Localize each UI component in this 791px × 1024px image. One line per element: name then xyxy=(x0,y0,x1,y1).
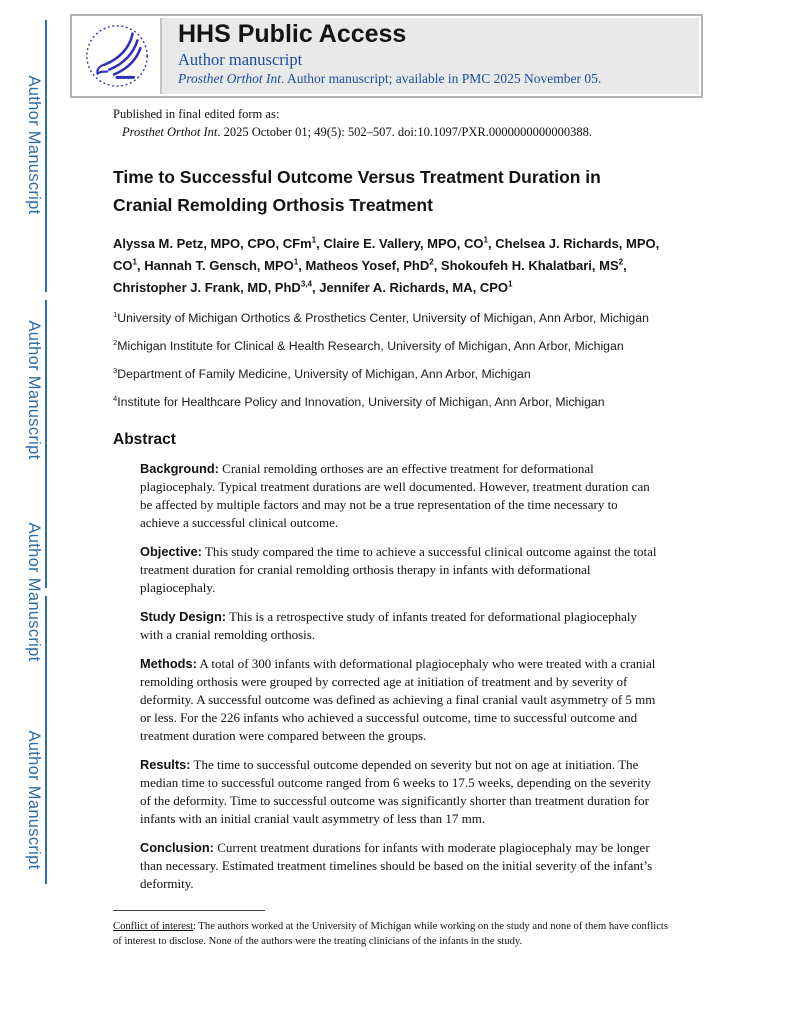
affiliation-text: Department of Family Medicine, University of Michigan, Ann Arbor, Michigan xyxy=(117,366,531,381)
affiliation-4 xyxy=(113,393,665,412)
affiliation-text: Institute for Healthcare Policy and Innovation, University of Michigan, Ann Arbor, Michigan xyxy=(117,394,605,409)
conflict-of-interest-text: : The authors worked at the University of Michigan while working on the study and none of them have conflicts of interest to disclose. None of the authors were the treating clinicians of the infants in the study. xyxy=(113,920,668,948)
hhs-public-access-title: HHS Public Access xyxy=(178,20,407,48)
hhs-logo xyxy=(74,18,162,94)
sidebar-watermark-author-manuscript: Author Manuscript xyxy=(25,320,43,460)
affiliation-3 xyxy=(113,365,665,384)
published-line: Published in final edited form as: xyxy=(113,107,280,121)
abstract-section-study-design xyxy=(140,608,657,644)
hhs-eagle-icon xyxy=(82,21,152,91)
affiliation-marker: 3 xyxy=(113,365,118,375)
sidebar-watermark-author-manuscript: Author Manuscript xyxy=(25,75,43,215)
sidebar-watermark-author-manuscript: Author Manuscript xyxy=(25,522,43,662)
author-manuscript-subtitle: Author manuscript xyxy=(178,49,303,69)
section-label: Background: xyxy=(140,460,219,476)
article-title: Time to Successful Outcome Versus Treatment Duration in Cranial Remolding Orthosis Treatment xyxy=(113,167,601,216)
footnote-separator-rule xyxy=(113,910,265,911)
section-label: Objective: xyxy=(140,543,202,559)
abstract-section-objective xyxy=(140,543,657,597)
abstract-section-background xyxy=(140,460,657,532)
affiliation-marker: 1 xyxy=(113,309,118,319)
published-as-block xyxy=(113,106,770,141)
sidebar-watermark-author-manuscript: Author Manuscript xyxy=(25,730,43,870)
section-label: Study Design: xyxy=(140,608,227,624)
affiliation-text: University of Michigan Orthotics & Prosthetics Center, University of Michigan, Ann Arbor, Michigan xyxy=(117,310,649,325)
section-text: A total of 300 infants with deformational plagiocephaly who were treated with a cranial remolding orthosis were grouped by corrected age at initiation of treatment and by severity of deformity. A successful outcome was defined as achieving a final cranial vault asymmetry of 5 mm or less. For the 226 infants who achieved a successful outcome, time to successful outcome and treatment duration were compared between the groups. xyxy=(140,655,656,743)
section-text: Cranial remolding orthoses are an effective treatment for deformational plagiocephaly. Typical treatment durations are well documented. However, treatment duration can be affected by multiple factors and may not be a true representation of the time necessary to achieve a successful clinical outcome. xyxy=(140,460,650,530)
abstract-section-methods xyxy=(140,655,657,745)
affiliation-2 xyxy=(113,337,665,356)
affiliation-marker: 2 xyxy=(113,337,118,347)
manuscript-sidebar xyxy=(0,0,68,1024)
section-text: The time to successful outcome depended on severity but not on age at initiation. The median time to successful outcome ranged from 6 weeks to 17.5 weeks, depending on the severity of the deformity. Time to successful outcome was significantly shorter than treatment duration for infants with an initial cranial vault asymmetry of less than 17 mm. xyxy=(140,756,651,826)
conflict-of-interest-note xyxy=(113,919,673,950)
section-text: This is a retrospective study of infants treated for deformational plagiocephaly with a cranial remolding orthosis. xyxy=(140,608,637,642)
conflict-of-interest-label: Conflict of interest xyxy=(113,920,194,932)
sidebar-rule xyxy=(45,596,47,884)
abstract-section-results xyxy=(140,756,657,828)
author-list: Alyssa M. Petz, MPO, CPO, CFm$^1$, Claire E. Vallery, MPO, $CO^1$, Chelsea J. Richards, MPO, $CO^1$, Hannah T. Gensch, MPO$^1$, Matheos Yosef, PhD$^2$, Shokoufeh H. Khalatbari, $MS^2$, Christopher J. Frank, MD, PhD$^{3,4}$, Jennifer A. Richards, MA, CPO$^1$ xyxy=(113,235,660,296)
affiliation-text: Michigan Institute for Clinical & Health Research, University of Michigan, Ann Arbor, Michigan xyxy=(117,338,624,353)
section-label: Results: xyxy=(140,756,191,772)
sidebar-rule xyxy=(45,300,47,588)
header-journal-citation-link[interactable]: Prosthet Orthot Int. Author manuscript; available in PMC 2025 November 05. xyxy=(178,71,602,87)
section-label: Methods: xyxy=(140,655,197,671)
header-text-block xyxy=(162,16,601,96)
section-text: Current treatment durations for infants with moderate plagiocephaly may be longer than necessary. Estimated treatment timelines should be based on the initial severity of the infant’s deformity. xyxy=(140,839,653,891)
section-text: This study compared the time to achieve a successful clinical outcome against the total treatment duration for cranial remolding orthosis therapy in infants with deformational plagiocephaly. xyxy=(140,543,657,595)
sidebar-rule xyxy=(45,20,47,292)
section-label: Conclusion: xyxy=(140,839,214,855)
affiliation-marker: 4 xyxy=(113,393,118,403)
affiliation-1 xyxy=(113,309,665,328)
abstract-heading: Abstract xyxy=(113,430,176,448)
abstract-section-conclusion xyxy=(140,839,657,893)
citation-line: Prosthet Orthot Int. 2025 October 01; 49(5): 502–507. doi:10.1097/PXR.0000000000000388. xyxy=(122,124,593,139)
hhs-header-banner xyxy=(70,14,703,98)
manuscript-page xyxy=(70,0,770,950)
